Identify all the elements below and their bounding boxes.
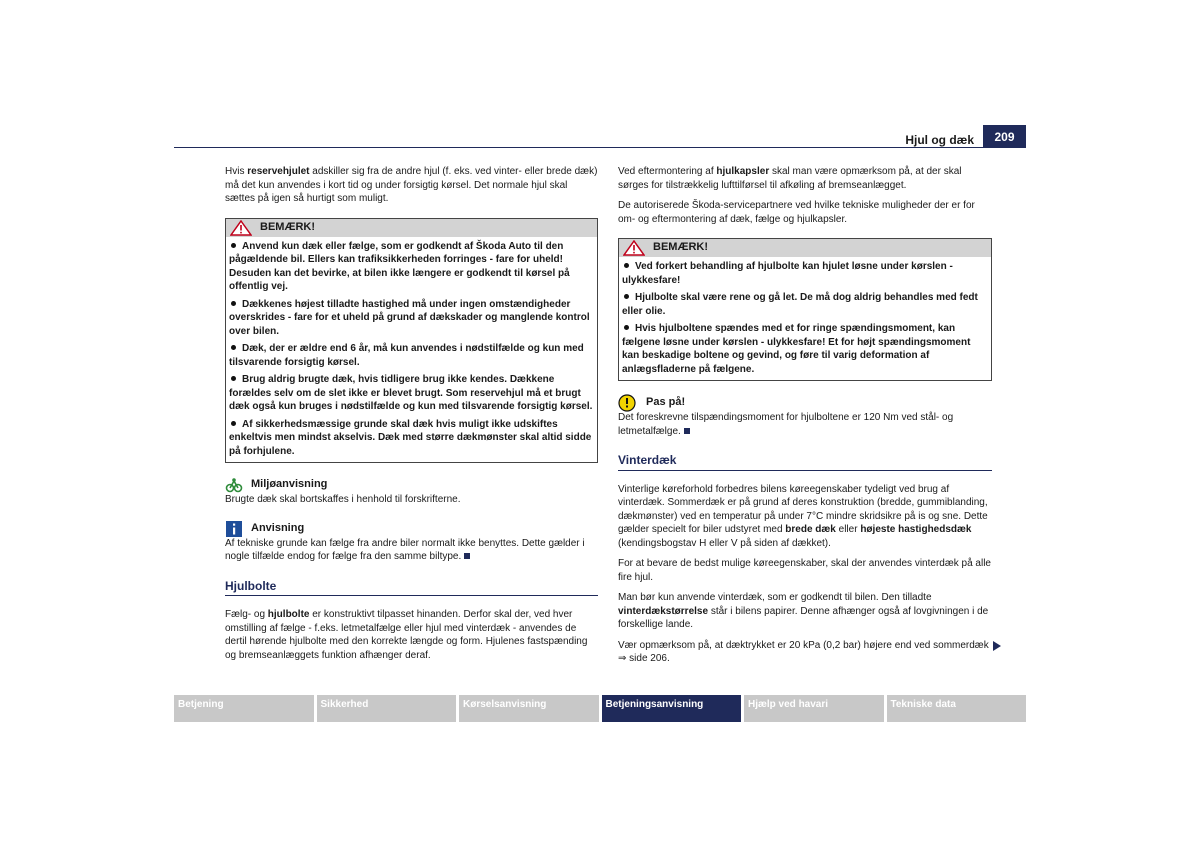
info-note-header xyxy=(225,521,598,537)
header-rule xyxy=(174,147,1026,148)
info-note-title: Anvisning xyxy=(251,521,305,534)
wheel-bolts-paragraph: Fælg- og hjulbolte er konstruktivt tilpasset hinanden. Derfor skal der, ved hver omstilling af fælge - f.eks. letmetalfælge eller hjul med vinterdæk - anvendes de dertil hørende hjulbolte med den korrekte længde og form. Hjulenes fastspænding og bremseanlæggets funktion afhænger deraf. xyxy=(225,609,588,661)
warning-item: Ved forkert behandling af hjulbolte kan hjulet løsne under kørslen - ulykkesfare! xyxy=(622,261,953,286)
footer-tab-tekniske-data[interactable]: Tekniske data xyxy=(887,695,1027,722)
section-title-vinterdaek: Vinterdæk xyxy=(618,454,992,471)
environment-note-header xyxy=(225,477,598,493)
right-column xyxy=(618,165,992,666)
bullet-icon xyxy=(624,263,629,268)
section-end-mark xyxy=(684,428,690,434)
info-note-text: Af tekniske grunde kan fælge fra andre biler normalt ikke benyttes. Dette gælder i nogle tilfælde endog for fælge fra den samme biltype. xyxy=(225,537,585,562)
winter-tyres-paragraph-2: For at bevare de bedst mulige køreegenskaber, skal der anvendes vinterdæk på alle fire hjul. xyxy=(618,558,991,583)
environment-note-title: Miljøanvisning xyxy=(251,478,328,491)
warning-item: Brug aldrig brugte dæk, hvis tidligere brug ikke kendes. Dækkene forældes selv om de slet ikke er blevet brugt. Som reservehjul må et brugt dæk også kun bruges i nødstilfælde og kun med tilsvarende forsigtig kørsel. xyxy=(229,374,593,412)
caution-note-text: Det foreskrevne tilspændingsmoment for hjulboltene er 120 Nm ved stål- og letmetalfælge. xyxy=(618,412,954,437)
section-title-hjulbolte: Hjulbolte xyxy=(225,580,598,597)
hubcaps-paragraph: Ved eftermontering af hjulkapsler skal man være opmærksom på, at der skal sørges for tilstrækkelig lufttilførsel til afkøling af bremseanlægget. xyxy=(618,166,962,191)
warning-item: Anvend kun dæk eller fælge, som er godkendt af Škoda Auto til den pågældende bil. Ellers kan trafiksikkerheden forringes - fare for uheld! Desuden kan det bevirke, at bilen ikke længere er godkendt til kørsel på offentlig vej. xyxy=(229,240,570,292)
caution-note-title: Pas på! xyxy=(646,396,686,409)
bold-term: højeste hastighedsdæk xyxy=(860,524,972,535)
warning-triangle-icon xyxy=(623,240,645,256)
caution-note-header xyxy=(618,395,992,411)
warning-item: Dækkenes højest tilladte hastighed må under ingen omstændigheder overskrides - fare for et uheld på grund af dækskader og manglende kontrol over bilen. xyxy=(229,298,590,337)
bullet-icon xyxy=(231,345,236,350)
warning-item: Af sikkerhedsmæssige grunde skal dæk hvis muligt ikke udskiftes enkeltvis men mindst akselvis. Dæk med større dækmønster skal altid sidde på forhjulene. xyxy=(229,418,592,457)
warning-box-bolts xyxy=(618,238,992,381)
warning-item: Hjulbolte skal være rene og gå let. De må dog aldrig behandles med fedt eller olie. xyxy=(622,292,978,317)
warning-header xyxy=(226,219,597,237)
service-partners-paragraph: De autoriserede Škoda-servicepartnere ved hvilke tekniske muligheder der er for om- og eftermontering af dæk, fælge og hjulkapsler. xyxy=(618,200,975,225)
section-end-mark xyxy=(464,553,470,559)
bullet-icon xyxy=(231,421,236,426)
bold-term: brede dæk xyxy=(785,524,836,535)
bullet-icon xyxy=(231,301,236,306)
recycle-icon xyxy=(225,477,243,493)
info-icon xyxy=(225,521,243,537)
warning-item: Dæk, der er ældre end 6 år, må kun anvendes i nødstilfælde og kun med tilsvarende forsigtig kørsel. xyxy=(229,343,584,368)
bold-term: hjulbolte xyxy=(267,609,310,620)
winter-tyres-paragraph-4: Vær opmærksom på, at dæktrykket er 20 kPa (0,2 bar) højere end ved sommerdæk ⇒ side 206. xyxy=(618,639,989,664)
footer-tab-kørselsanvisning[interactable]: Kørselsanvisning xyxy=(459,695,599,722)
warning-box xyxy=(225,218,598,464)
warning-title: BEMÆRK! xyxy=(260,220,315,233)
bullet-icon xyxy=(624,325,629,330)
page-header-title: Hjul og dæk xyxy=(905,133,974,147)
page-number: 209 xyxy=(983,125,1026,148)
spare-wheel-paragraph: Hvis reservehjulet adskiller sig fra de andre hjul (f. eks. ved vinter- eller brede dæk) må det kun anvendes i kort tid og under forsigtig kørsel. Det normale hjul skal sættes på igen så hurtigt som muligt. xyxy=(225,166,598,204)
footer-tab-hjælp-ved-havari[interactable]: Hjælp ved havari xyxy=(744,695,884,722)
warning-item: Hvis hjulboltene spændes med et for ringe spændingsmoment, kan fælgene løsne under kørslen - ulykkesfare! Et for højt spændingsmoment kan beskadige boltene og gevind, og føre til varig deformation af anlægsfladerne på fælgene. xyxy=(622,323,971,375)
bold-term: reservehjulet xyxy=(247,166,310,177)
bullet-icon xyxy=(624,294,629,299)
warning-triangle-icon xyxy=(230,220,252,236)
environment-note-text: Brugte dæk skal bortskaffes i henhold til forskrifterne. xyxy=(225,494,461,505)
footer-tab-betjeningsanvisning[interactable]: Betjeningsanvisning xyxy=(602,695,742,722)
bullet-icon xyxy=(231,376,236,381)
winter-tyres-paragraph-1: Vinterlige køreforhold forbedres bilens køreegenskaber tydeligt ved brug af vinterdæk. Sommerdæk er på grund af deres konstruktion (bredde, gummiblanding, dækmønster) ved en temperatur på under 7°C mindre skridsikre på is og sne. Dette gælder specielt for biler udstyret med brede dæk eller højeste hastighedsdæk (kendingsbogstav H eller V på siden af dækket). xyxy=(618,483,988,549)
bold-term: vinterdækstørrelse xyxy=(618,605,709,617)
footer-tab-sikkerhed[interactable]: Sikkerhed xyxy=(317,695,457,722)
caution-exclamation-icon xyxy=(618,394,638,412)
warning-header-bolts xyxy=(619,239,991,257)
left-column xyxy=(225,165,598,662)
footer-tab-betjening[interactable]: Betjening xyxy=(174,695,314,722)
footer-navigation xyxy=(174,695,1026,722)
warning-list xyxy=(226,237,597,463)
bullet-icon xyxy=(231,243,236,248)
warning-title: BEMÆRK! xyxy=(653,241,708,254)
warning-list-bolts xyxy=(619,257,991,380)
next-page-arrow-icon[interactable] xyxy=(993,641,1001,651)
bold-term: hjulkapsler xyxy=(716,166,770,177)
winter-tyres-paragraph-3: Man bør kun anvende vinterdæk, som er godkendt til bilen. Den tilladte vinterdækstørrelse står i bilens papirer. Denne afhænger også af lovgivningen i de forskellige lande. xyxy=(618,592,989,630)
